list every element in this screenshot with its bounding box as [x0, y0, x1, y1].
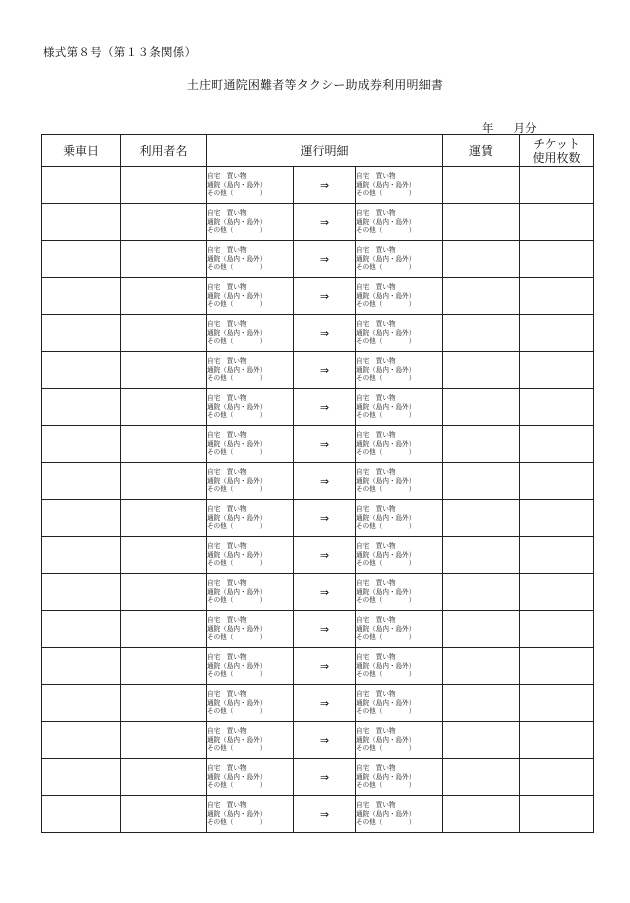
place-option-hospital: 通院（島内・島外）	[356, 809, 416, 818]
origin-cell[interactable]	[207, 426, 294, 463]
fare-cell[interactable]	[443, 685, 520, 722]
boarding-date-cell[interactable]	[42, 574, 121, 611]
arrow-cell	[294, 574, 356, 611]
boarding-date-cell[interactable]	[42, 315, 121, 352]
header-tickets-line1: チケット	[533, 136, 580, 151]
destination-cell[interactable]	[356, 574, 443, 611]
user-name-cell[interactable]	[121, 722, 207, 759]
place-option-other: その他（ ）	[207, 818, 267, 827]
boarding-date-cell[interactable]	[42, 426, 121, 463]
arrow-cell	[294, 722, 356, 759]
fare-cell[interactable]	[443, 722, 520, 759]
destination-cell[interactable]	[356, 426, 443, 463]
place-option-hospital: 通院（島内・島外）	[207, 624, 267, 633]
user-name-cell[interactable]	[121, 537, 207, 574]
boarding-date-cell[interactable]	[42, 204, 121, 241]
place-option-other: その他（ ）	[356, 596, 416, 605]
tickets-used-cell[interactable]	[520, 352, 594, 389]
arrow-cell	[294, 278, 356, 315]
fare-cell[interactable]	[443, 537, 520, 574]
arrow-cell	[294, 463, 356, 500]
destination-cell[interactable]	[356, 722, 443, 759]
place-option-hospital: 通院（島内・島外）	[356, 254, 416, 263]
tickets-used-cell[interactable]	[520, 426, 594, 463]
destination-cell[interactable]	[356, 204, 443, 241]
place-option-hospital: 通院（島内・島外）	[356, 365, 416, 374]
destination-cell[interactable]	[356, 500, 443, 537]
user-name-cell[interactable]	[121, 574, 207, 611]
place-option-home-shopping: 自宅 買い物	[207, 764, 247, 773]
origin-cell[interactable]	[207, 574, 294, 611]
place-option-home-shopping: 自宅 買い物	[207, 246, 247, 255]
tickets-used-cell[interactable]	[520, 500, 594, 537]
place-option-hospital: 通院（島内・島外）	[207, 476, 267, 485]
place-option-other: その他（ ）	[356, 633, 416, 642]
place-option-hospital: 通院（島内・島外）	[207, 254, 267, 263]
table-row	[42, 315, 594, 352]
tickets-used-cell[interactable]	[520, 204, 594, 241]
destination-cell[interactable]	[356, 759, 443, 796]
place-option-other: その他（ ）	[207, 189, 267, 198]
place-option-hospital: 通院（島内・島外）	[356, 476, 416, 485]
fare-cell[interactable]	[443, 574, 520, 611]
origin-cell[interactable]	[207, 352, 294, 389]
place-option-hospital: 通院（島内・島外）	[207, 809, 267, 818]
user-name-cell[interactable]	[121, 648, 207, 685]
fare-cell[interactable]	[443, 463, 520, 500]
fare-cell[interactable]	[443, 204, 520, 241]
place-option-other: その他（ ）	[207, 559, 267, 568]
place-option-hospital: 通院（島内・島外）	[356, 550, 416, 559]
boarding-date-cell[interactable]	[42, 611, 121, 648]
arrow-cell	[294, 796, 356, 833]
origin-cell[interactable]	[207, 204, 294, 241]
place-option-home-shopping: 自宅 買い物	[356, 431, 396, 440]
table-row	[42, 241, 594, 278]
header-user-name: 利用者名	[121, 135, 207, 167]
place-option-other: その他（ ）	[207, 448, 267, 457]
place-option-hospital: 通院（島内・島外）	[207, 328, 267, 337]
tickets-used-cell[interactable]	[520, 685, 594, 722]
origin-cell[interactable]	[207, 389, 294, 426]
place-option-other: その他（ ）	[207, 411, 267, 420]
place-option-home-shopping: 自宅 買い物	[356, 394, 396, 403]
user-name-cell[interactable]	[121, 389, 207, 426]
boarding-date-cell[interactable]	[42, 278, 121, 315]
arrow-cell	[294, 685, 356, 722]
place-option-other: その他（ ）	[207, 707, 267, 716]
user-name-cell[interactable]	[121, 278, 207, 315]
right-arrow-icon: ⇒	[319, 548, 330, 562]
tickets-used-cell[interactable]	[520, 463, 594, 500]
place-option-other: その他（ ）	[356, 337, 416, 346]
fare-cell[interactable]	[443, 352, 520, 389]
table-row	[42, 796, 594, 833]
place-option-other: その他（ ）	[207, 670, 267, 679]
destination-cell[interactable]	[356, 241, 443, 278]
fare-cell[interactable]	[443, 241, 520, 278]
table-row	[42, 204, 594, 241]
place-option-hospital: 通院（島内・島外）	[356, 772, 416, 781]
table-header-row	[42, 135, 594, 167]
place-option-hospital: 通院（島内・島外）	[207, 735, 267, 744]
place-option-home-shopping: 自宅 買い物	[356, 320, 396, 329]
user-name-cell[interactable]	[121, 426, 207, 463]
place-option-other: その他（ ）	[356, 781, 416, 790]
origin-cell[interactable]	[207, 796, 294, 833]
place-option-hospital: 通院（島内・島外）	[207, 365, 267, 374]
user-name-cell[interactable]	[121, 315, 207, 352]
boarding-date-cell[interactable]	[42, 722, 121, 759]
header-tickets-line2: 使用枚数	[532, 150, 581, 165]
place-option-other: その他（ ）	[207, 374, 267, 383]
user-name-cell[interactable]	[121, 463, 207, 500]
month-label: 月分	[513, 121, 537, 135]
right-arrow-icon: ⇒	[319, 474, 330, 488]
place-option-home-shopping: 自宅 買い物	[207, 579, 247, 588]
destination-cell[interactable]	[356, 463, 443, 500]
place-option-home-shopping: 自宅 買い物	[356, 505, 396, 514]
boarding-date-cell[interactable]	[42, 500, 121, 537]
fare-cell[interactable]	[443, 315, 520, 352]
place-option-home-shopping: 自宅 買い物	[356, 209, 396, 218]
year-label: 年	[482, 121, 494, 135]
place-option-hospital: 通院（島内・島外）	[356, 328, 416, 337]
origin-cell[interactable]	[207, 463, 294, 500]
origin-cell[interactable]	[207, 611, 294, 648]
table-row	[42, 611, 594, 648]
table-row	[42, 389, 594, 426]
right-arrow-icon: ⇒	[319, 696, 330, 710]
tickets-used-cell[interactable]	[520, 611, 594, 648]
tickets-used-cell[interactable]	[520, 389, 594, 426]
destination-cell[interactable]	[356, 167, 443, 204]
arrow-cell	[294, 241, 356, 278]
right-arrow-icon: ⇒	[319, 215, 330, 229]
place-option-other: その他（ ）	[207, 522, 267, 531]
right-arrow-icon: ⇒	[319, 622, 330, 636]
table-row	[42, 463, 594, 500]
place-option-home-shopping: 自宅 買い物	[356, 653, 396, 662]
place-option-hospital: 通院（島内・島外）	[356, 402, 416, 411]
origin-cell[interactable]	[207, 685, 294, 722]
tickets-used-cell[interactable]	[520, 241, 594, 278]
place-option-home-shopping: 自宅 買い物	[207, 431, 247, 440]
place-option-other: その他（ ）	[356, 300, 416, 309]
origin-cell[interactable]	[207, 167, 294, 204]
tickets-used-cell[interactable]	[520, 648, 594, 685]
user-name-cell[interactable]	[121, 167, 207, 204]
table-body	[42, 167, 594, 833]
place-option-home-shopping: 自宅 買い物	[356, 283, 396, 292]
place-option-hospital: 通院（島内・島外）	[356, 624, 416, 633]
place-option-hospital: 通院（島内・島外）	[356, 698, 416, 707]
destination-cell[interactable]	[356, 796, 443, 833]
destination-cell[interactable]	[356, 352, 443, 389]
destination-cell[interactable]	[356, 315, 443, 352]
user-name-cell[interactable]	[121, 796, 207, 833]
place-option-home-shopping: 自宅 買い物	[207, 357, 247, 366]
fare-cell[interactable]	[443, 648, 520, 685]
user-name-cell[interactable]	[121, 685, 207, 722]
place-option-hospital: 通院（島内・島外）	[207, 513, 267, 522]
boarding-date-cell[interactable]	[42, 167, 121, 204]
place-option-other: その他（ ）	[207, 300, 267, 309]
origin-cell[interactable]	[207, 722, 294, 759]
table-row	[42, 167, 594, 204]
boarding-date-cell[interactable]	[42, 352, 121, 389]
right-arrow-icon: ⇒	[319, 400, 330, 414]
place-option-home-shopping: 自宅 買い物	[207, 801, 247, 810]
place-option-hospital: 通院（島内・島外）	[207, 291, 267, 300]
table-row	[42, 278, 594, 315]
place-option-other: その他（ ）	[356, 263, 416, 272]
place-option-home-shopping: 自宅 買い物	[356, 616, 396, 625]
right-arrow-icon: ⇒	[319, 252, 330, 266]
place-option-other: その他（ ）	[356, 818, 416, 827]
right-arrow-icon: ⇒	[319, 770, 330, 784]
origin-cell[interactable]	[207, 759, 294, 796]
place-option-hospital: 通院（島内・島外）	[207, 698, 267, 707]
table-row	[42, 426, 594, 463]
fare-cell[interactable]	[443, 389, 520, 426]
fare-cell[interactable]	[443, 611, 520, 648]
right-arrow-icon: ⇒	[319, 178, 330, 192]
place-option-home-shopping: 自宅 買い物	[207, 505, 247, 514]
place-option-home-shopping: 自宅 買い物	[207, 542, 247, 551]
place-option-home-shopping: 自宅 買い物	[356, 690, 396, 699]
arrow-cell	[294, 389, 356, 426]
destination-cell[interactable]	[356, 648, 443, 685]
user-name-cell[interactable]	[121, 241, 207, 278]
place-option-home-shopping: 自宅 買い物	[356, 727, 396, 736]
place-option-home-shopping: 自宅 買い物	[356, 246, 396, 255]
tickets-used-cell[interactable]	[520, 537, 594, 574]
place-option-other: その他（ ）	[207, 781, 267, 790]
place-option-other: その他（ ）	[356, 707, 416, 716]
place-option-home-shopping: 自宅 買い物	[356, 579, 396, 588]
table-row	[42, 648, 594, 685]
right-arrow-icon: ⇒	[319, 326, 330, 340]
origin-cell[interactable]	[207, 278, 294, 315]
fare-cell[interactable]	[443, 500, 520, 537]
destination-cell[interactable]	[356, 685, 443, 722]
arrow-cell	[294, 204, 356, 241]
place-option-home-shopping: 自宅 買い物	[207, 172, 247, 181]
place-option-hospital: 通院（島内・島外）	[356, 661, 416, 670]
place-option-hospital: 通院（島内・島外）	[356, 587, 416, 596]
place-option-other: その他（ ）	[207, 485, 267, 494]
origin-cell[interactable]	[207, 537, 294, 574]
table-row	[42, 722, 594, 759]
header-fare: 運賃	[443, 135, 520, 167]
arrow-cell	[294, 315, 356, 352]
place-option-home-shopping: 自宅 買い物	[207, 209, 247, 218]
right-arrow-icon: ⇒	[319, 659, 330, 673]
fare-cell[interactable]	[443, 167, 520, 204]
fare-cell[interactable]	[443, 426, 520, 463]
boarding-date-cell[interactable]	[42, 796, 121, 833]
usage-detail-table	[41, 134, 594, 833]
place-option-other: その他（ ）	[356, 448, 416, 457]
right-arrow-icon: ⇒	[319, 363, 330, 377]
place-option-hospital: 通院（島内・島外）	[356, 735, 416, 744]
place-option-hospital: 通院（島内・島外）	[207, 180, 267, 189]
arrow-cell	[294, 426, 356, 463]
place-option-home-shopping: 自宅 買い物	[207, 727, 247, 736]
boarding-date-cell[interactable]	[42, 241, 121, 278]
table-row	[42, 537, 594, 574]
form-number: 様式第８号（第１３条関係）	[43, 45, 197, 59]
place-option-other: その他（ ）	[207, 263, 267, 272]
place-option-other: その他（ ）	[356, 411, 416, 420]
fare-cell[interactable]	[443, 759, 520, 796]
place-option-hospital: 通院（島内・島外）	[356, 439, 416, 448]
header-tickets-used	[520, 135, 594, 167]
place-option-other: その他（ ）	[356, 374, 416, 383]
boarding-date-cell[interactable]	[42, 463, 121, 500]
arrow-cell	[294, 648, 356, 685]
place-option-other: その他（ ）	[207, 633, 267, 642]
place-option-home-shopping: 自宅 買い物	[207, 394, 247, 403]
destination-cell[interactable]	[356, 278, 443, 315]
table-row	[42, 500, 594, 537]
place-option-home-shopping: 自宅 買い物	[356, 357, 396, 366]
arrow-cell	[294, 500, 356, 537]
place-option-home-shopping: 自宅 買い物	[207, 283, 247, 292]
place-option-home-shopping: 自宅 買い物	[356, 468, 396, 477]
tickets-used-cell[interactable]	[520, 278, 594, 315]
place-option-home-shopping: 自宅 買い物	[207, 690, 247, 699]
tickets-used-cell[interactable]	[520, 796, 594, 833]
right-arrow-icon: ⇒	[319, 585, 330, 599]
place-option-other: その他（ ）	[356, 559, 416, 568]
table-row	[42, 759, 594, 796]
tickets-used-cell[interactable]	[520, 759, 594, 796]
place-option-home-shopping: 自宅 買い物	[356, 542, 396, 551]
place-option-other: その他（ ）	[207, 337, 267, 346]
fare-cell[interactable]	[443, 278, 520, 315]
place-option-hospital: 通院（島内・島外）	[207, 217, 267, 226]
user-name-cell[interactable]	[121, 500, 207, 537]
boarding-date-cell[interactable]	[42, 389, 121, 426]
destination-cell[interactable]	[356, 537, 443, 574]
arrow-cell	[294, 537, 356, 574]
user-name-cell[interactable]	[121, 352, 207, 389]
right-arrow-icon: ⇒	[319, 511, 330, 525]
place-option-other: その他（ ）	[356, 522, 416, 531]
document-title: 土庄町通院困難者等タクシー助成券利用明細書	[186, 78, 444, 92]
boarding-date-cell[interactable]	[42, 648, 121, 685]
place-option-other: その他（ ）	[356, 744, 416, 753]
header-boarding-date: 乗車日	[42, 135, 121, 167]
destination-cell[interactable]	[356, 389, 443, 426]
place-option-home-shopping: 自宅 買い物	[356, 764, 396, 773]
place-option-hospital: 通院（島内・島外）	[207, 550, 267, 559]
place-option-hospital: 通院（島内・島外）	[207, 402, 267, 411]
arrow-cell	[294, 352, 356, 389]
place-option-hospital: 通院（島内・島外）	[356, 291, 416, 300]
tickets-used-cell[interactable]	[520, 167, 594, 204]
place-option-other: その他（ ）	[356, 189, 416, 198]
place-option-home-shopping: 自宅 買い物	[207, 320, 247, 329]
destination-cell[interactable]	[356, 611, 443, 648]
place-option-hospital: 通院（島内・島外）	[207, 661, 267, 670]
tickets-used-cell[interactable]	[520, 315, 594, 352]
place-option-hospital: 通院（島内・島外）	[207, 587, 267, 596]
origin-cell[interactable]	[207, 500, 294, 537]
fare-cell[interactable]	[443, 796, 520, 833]
user-name-cell[interactable]	[121, 611, 207, 648]
arrow-cell	[294, 611, 356, 648]
boarding-date-cell[interactable]	[42, 537, 121, 574]
origin-cell[interactable]	[207, 315, 294, 352]
place-option-home-shopping: 自宅 買い物	[356, 801, 396, 810]
place-option-hospital: 通院（島内・島外）	[356, 513, 416, 522]
table-row	[42, 574, 594, 611]
place-option-hospital: 通院（島内・島外）	[207, 772, 267, 781]
origin-cell[interactable]	[207, 648, 294, 685]
place-option-other: その他（ ）	[207, 596, 267, 605]
place-option-home-shopping: 自宅 買い物	[207, 653, 247, 662]
place-option-home-shopping: 自宅 買い物	[207, 468, 247, 477]
place-option-other: その他（ ）	[207, 744, 267, 753]
boarding-date-cell[interactable]	[42, 685, 121, 722]
place-option-home-shopping: 自宅 買い物	[356, 172, 396, 181]
place-option-other: その他（ ）	[356, 485, 416, 494]
table-row	[42, 685, 594, 722]
right-arrow-icon: ⇒	[319, 437, 330, 451]
user-name-cell[interactable]	[121, 204, 207, 241]
place-option-hospital: 通院（島内・島外）	[207, 439, 267, 448]
place-option-home-shopping: 自宅 買い物	[207, 616, 247, 625]
tickets-used-cell[interactable]	[520, 722, 594, 759]
place-option-hospital: 通院（島内・島外）	[356, 180, 416, 189]
right-arrow-icon: ⇒	[319, 733, 330, 747]
place-option-other: その他（ ）	[207, 226, 267, 235]
tickets-used-cell[interactable]	[520, 574, 594, 611]
boarding-date-cell[interactable]	[42, 759, 121, 796]
place-option-other: その他（ ）	[356, 226, 416, 235]
right-arrow-icon: ⇒	[319, 807, 330, 821]
origin-cell[interactable]	[207, 241, 294, 278]
right-arrow-icon: ⇒	[319, 289, 330, 303]
table-row	[42, 352, 594, 389]
place-option-hospital: 通院（島内・島外）	[356, 217, 416, 226]
place-option-other: その他（ ）	[356, 670, 416, 679]
arrow-cell	[294, 167, 356, 204]
arrow-cell	[294, 759, 356, 796]
user-name-cell[interactable]	[121, 759, 207, 796]
header-trip-details: 運行明細	[207, 135, 443, 167]
